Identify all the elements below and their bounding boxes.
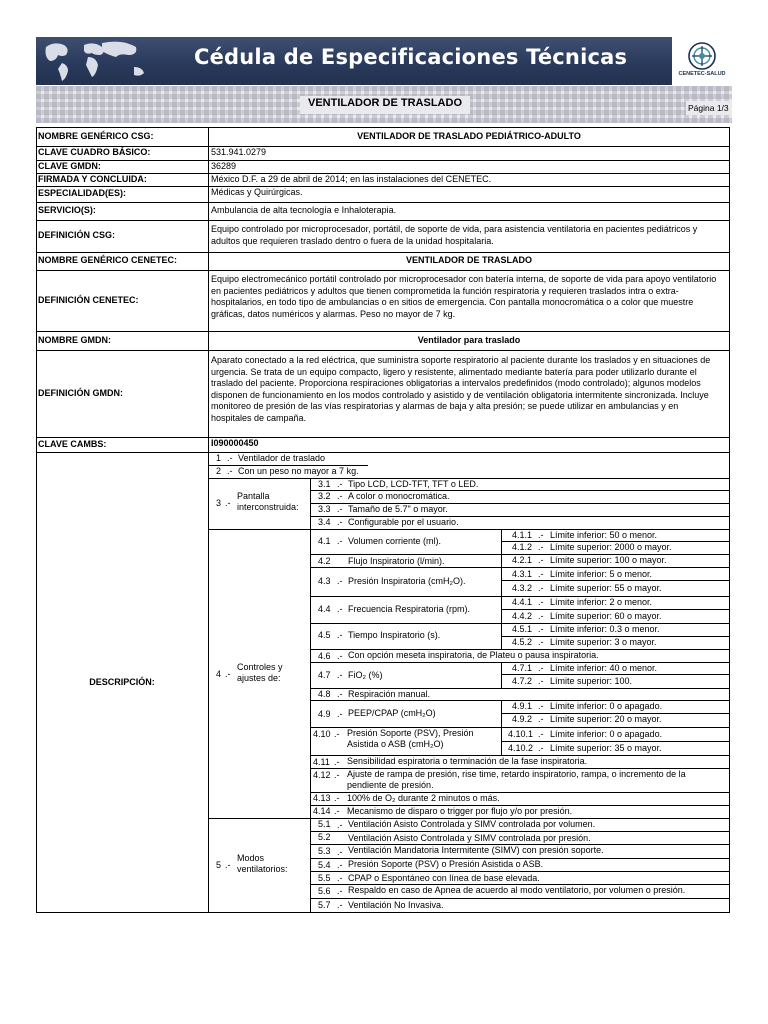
item-dash: .- <box>337 517 343 527</box>
sub-4-11-number: 4.11 <box>313 757 330 767</box>
item-dash: .- <box>337 576 343 586</box>
limit-4-4-2-number: 4.4.2 <box>512 611 533 621</box>
item-2-number: 2 <box>216 466 222 476</box>
sub-4-6-text: Con opción meseta inspiratoria, de Plateu o pausa inspiratoria. <box>348 650 599 660</box>
item-dash: .- <box>538 743 544 753</box>
sub-4-13-number: 4.13 <box>313 793 331 803</box>
item-dash: .- <box>538 530 544 540</box>
item-5-label: Modos ventilatorios: <box>237 853 288 874</box>
limit-4-1-2-text: Límite superior: 2000 o mayor. <box>550 542 672 552</box>
item-dash: .- <box>227 466 233 476</box>
sub-5-1-number: 5.1 <box>318 819 331 829</box>
value-firmada: México D.F. a 29 de abril de 2014; en las instalaciones del CENETEC. <box>211 174 492 184</box>
item-4-number: 4 <box>216 669 222 679</box>
sub-4-10-text: Presión Soporte (PSV), Presión Asistida o ASB (cmH₂O) <box>347 728 474 749</box>
sub-5-2-number: 5.2 <box>318 832 331 842</box>
item-dash: .- <box>538 663 544 673</box>
item-dash: .- <box>334 806 340 816</box>
item-dash: .- <box>538 583 544 593</box>
item-dash: .- <box>538 701 544 711</box>
item-dash: .- <box>538 542 544 552</box>
document-title: Cédula de Especificaciones Técnicas <box>194 45 628 69</box>
item-3-label: Pantalla interconstruida: <box>237 491 299 512</box>
item-dash: .- <box>334 770 340 780</box>
sub-5-2-text: Ventilación Asisto Controlada y SIMV controlada por presión. <box>348 833 591 843</box>
label-descripcion: DESCRIPCIÓN: <box>89 676 155 687</box>
sub-5-5-text: CPAP o Espontáneo con línea de base elevada. <box>348 873 540 883</box>
limit-4-10-1-text: Límite inferior: 0 o apagado. <box>550 729 663 739</box>
sub-5-4-number: 5.4 <box>318 860 331 870</box>
sub-4-5-text: Tiempo Inspiratorio (s). <box>348 630 441 640</box>
limit-4-3-1-text: Límite inferior: 5 o menor. <box>550 569 653 579</box>
sub-4-12-number: 4.12 <box>313 770 331 780</box>
limit-4-4-2-text: Límite superior: 60 o mayor. <box>550 611 662 621</box>
item-dash: .- <box>337 504 343 514</box>
item-dash: .- <box>225 860 231 870</box>
sub-4-8-text: Respiración manual. <box>348 689 431 699</box>
limit-4-5-1-number: 4.5.1 <box>512 624 533 634</box>
limit-4-4-1-text: Límite inferior: 2 o menor. <box>550 597 653 607</box>
item-dash: .- <box>337 651 343 661</box>
label-servicio: SERVICIO(S): <box>38 205 96 216</box>
limit-4-9-2-number: 4.9.2 <box>512 714 533 724</box>
limit-4-3-1-number: 4.3.1 <box>512 569 533 579</box>
sub-4-3-number: 4.3 <box>318 576 331 586</box>
limit-4-2-1-number: 4.2.1 <box>512 555 533 565</box>
sub-4-6-number: 4.6 <box>318 651 331 661</box>
item-dash: .- <box>538 569 544 579</box>
item-dash: .- <box>337 630 343 640</box>
item-dash: .- <box>225 669 231 679</box>
label-nombre-cenetec: NOMBRE GENÉRICO CENETEC: <box>38 255 178 266</box>
item-dash: .- <box>538 637 544 647</box>
item-dash: .- <box>337 886 343 896</box>
item-dash: .- <box>337 860 343 870</box>
label-nombre-gmdn: NOMBRE GMDN: <box>38 334 111 345</box>
item-dash: .- <box>227 453 233 463</box>
value-clave-cambs: I090000450 <box>211 438 259 448</box>
limit-4-3-2-text: Límite superior: 55 o mayor. <box>550 583 662 593</box>
sub-4-4-text: Frecuencia Respiratoria (rpm). <box>348 604 471 614</box>
value-definicion-csg: Equipo controlado por microprocesador, portátil, de soporte de vida, para asistencia ventilatoria en pacientes pediátricos y adultos que requieren traslado dentro o fuera de la unidad hospitalaria. <box>211 224 698 246</box>
item-dash: .- <box>538 611 544 621</box>
sub-3-3-number: 3.3 <box>318 504 331 514</box>
limit-4-9-2-text: Límite superior: 20 o mayor. <box>550 714 662 724</box>
sub-5-1-text: Ventilación Asisto Controlada y SIMV controlada por volumen. <box>348 819 596 829</box>
limit-4-5-2-number: 4.5.2 <box>512 637 533 647</box>
sub-4-2-text: Flujo Inspiratorio (l/min). <box>348 556 445 566</box>
item-dash: .- <box>337 670 343 680</box>
item-4-label: Controles y ajustes de: <box>237 662 283 683</box>
header-banner <box>36 37 732 85</box>
sub-4-4-number: 4.4 <box>318 604 331 614</box>
sub-4-14-text: Mecanismo de disparo o trigger por flujo y/o por presión. <box>347 806 573 816</box>
value-servicio: Ambulancia de alta tecnología e Inhaloterapia. <box>211 205 397 215</box>
item-dash: .- <box>538 597 544 607</box>
item-dash: .- <box>538 555 544 565</box>
label-firmada: FIRMADA Y CONCLUIDA: <box>38 173 147 184</box>
value-clave-cuadro: 531.941.0279 <box>211 147 267 157</box>
item-1-number: 1 <box>216 453 222 463</box>
sub-3-2-text: A color o monocromática. <box>348 491 450 501</box>
subtitle: VENTILADOR DE TRASLADO <box>308 97 462 109</box>
label-clave-gmdn: CLAVE GMDN: <box>38 160 101 171</box>
sub-4-8-number: 4.8 <box>318 689 331 699</box>
item-dash: .- <box>538 714 544 724</box>
sub-4-14-number: 4.14 <box>313 806 331 816</box>
item-dash: .- <box>337 689 343 699</box>
label-nombre-generico-csg: NOMBRE GENÉRICO CSG: <box>38 130 154 141</box>
item-dash: .- <box>334 729 340 739</box>
item-2-text: Con un peso no mayor a 7 kg. <box>238 466 359 476</box>
item-dash: .- <box>538 624 544 634</box>
value-especialidad: Médicas y Quirúrgicas. <box>211 187 303 197</box>
sub-3-4-number: 3.4 <box>318 517 331 527</box>
sub-5-4-text: Presión Soporte (PSV) o Presión Asistida o ASB. <box>348 859 544 869</box>
item-dash: .- <box>225 498 231 508</box>
sub-4-11-text: Sensibilidad espiratoria o terminación de la fase inspiratoria. <box>347 756 588 766</box>
limit-4-1-2-number: 4.1.2 <box>512 542 533 552</box>
limit-4-1-1-number: 4.1.1 <box>512 530 533 540</box>
sub-5-7-number: 5.7 <box>318 900 331 910</box>
item-1-text: Ventilador de traslado <box>238 453 326 463</box>
limit-4-7-2-number: 4.7.2 <box>512 676 533 686</box>
label-definicion-csg: DEFINICIÓN CSG: <box>38 230 116 241</box>
cenetec-logo <box>672 37 732 85</box>
sub-4-13-text: 100% de O₂ durante 2 minutos o más. <box>347 793 500 803</box>
value-definicion-cenetec: Equipo electromecánico portátil controlado por microprocesador con batería interna, de soporte de vida para apoyo ventilatorio en pacientes pediátricos y adultos que tienen comprometida la función respiratoria y requieren traslados intra o extra-hospitalarios, en todo tipo de ambulancias o en sitios de emergencia. Con pantalla monocromática o a color que muestre gráficas, datos numéricos y alarmas. Peso no mayor de 7 kg. <box>211 274 717 319</box>
limit-4-9-1-number: 4.9.1 <box>512 701 533 711</box>
limit-4-10-1-number: 4.10.1 <box>508 729 534 739</box>
sub-3-4-text: Configurable por el usuario. <box>348 517 459 527</box>
sub-4-9-text: PEEP/CPAP (cmH₂O) <box>348 708 436 718</box>
limit-4-7-1-text: Límite inferior: 40 o menor. <box>550 663 658 673</box>
value-nombre-gmdn: Ventilador para traslado <box>417 334 521 345</box>
sub-3-1-number: 3.1 <box>318 479 331 489</box>
limit-4-7-2-text: Límite superior: 100. <box>550 676 633 686</box>
logo-label: CENETEC-SALUD <box>678 71 726 77</box>
item-dash: .- <box>538 729 544 739</box>
limit-4-10-2-text: Límite superior: 35 o mayor. <box>550 743 662 753</box>
item-dash: .- <box>337 491 343 501</box>
label-especialidad: ESPECIALIDAD(ES): <box>38 188 127 199</box>
sub-5-3-text: Ventilación Mandatoria Intermitente (SIMV) con presión soporte. <box>348 845 604 855</box>
label-definicion-gmdn: DEFINICIÓN GMDN: <box>38 387 123 398</box>
sub-5-7-text: Ventilación No Invasiva. <box>348 900 444 910</box>
sub-5-6-text: Respaldo en caso de Apnea de acuerdo al modo ventilatorio, por volumen o presión. <box>348 885 686 895</box>
value-nombre-cenetec: VENTILADOR DE TRASLADO <box>406 255 532 266</box>
limit-4-7-1-number: 4.7.1 <box>512 663 533 673</box>
world-map-icon <box>36 37 176 85</box>
page-number: Página 1/3 <box>688 103 729 113</box>
item-dash: .- <box>538 676 544 686</box>
sub-4-2-number: 4.2 <box>318 556 331 566</box>
sub-4-5-number: 4.5 <box>318 630 331 640</box>
item-dash: .- <box>337 479 343 489</box>
sub-3-1-text: Tipo LCD, LCD-TFT, TFT o LED. <box>348 479 479 489</box>
limit-4-9-1-text: Límite inferior: 0 o apagado. <box>550 701 663 711</box>
limit-4-5-1-text: Límite inferior: 0.3 o menor. <box>550 624 660 634</box>
limit-4-4-1-number: 4.4.1 <box>512 597 533 607</box>
label-clave-cambs: CLAVE CAMBS: <box>38 438 107 449</box>
item-5-number: 5 <box>216 860 222 870</box>
item-dash: .- <box>334 757 340 767</box>
label-definicion-cenetec: DEFINICIÓN CENETEC: <box>38 294 139 305</box>
sub-5-5-number: 5.5 <box>318 873 331 883</box>
limit-4-10-2-number: 4.10.2 <box>508 743 534 753</box>
limit-4-5-2-text: Límite superior: 3 o mayor. <box>550 637 657 647</box>
value-definicion-gmdn: Aparato conectado a la red eléctrica, que suministra soporte respiratorio al paciente durante los traslados y en situaciones de urgencia. Se trata de un equipo compacto, ligero y resistente, alimentado mediante batería para poder utilizarlo durante el traslado del paciente. Proporciona respiraciones obligatorias a intervalos predefinidos (modo controlado); algunos modelos disponen de funcionamiento en los modos controlado y asistido y de ventilación obligatoria intermitente sincronizada. Incluye monitoreo de presión de las vías respiratorias y alarmas de baja y alta presión; se puede utilizar en ambulancias y en hospitales de campaña. <box>211 355 711 423</box>
item-dash: .- <box>337 873 343 883</box>
sub-4-9-number: 4.9 <box>318 709 331 719</box>
sub-4-10-number: 4.10 <box>313 729 331 739</box>
item-dash: .- <box>337 536 343 546</box>
sub-4-1-text: Volumen corriente (ml). <box>348 536 442 546</box>
item-3-number: 3 <box>216 498 222 508</box>
limit-4-2-1-text: Límite superior: 100 o mayor. <box>550 555 667 565</box>
sub-5-6-number: 5.6 <box>318 886 331 896</box>
sub-3-3-text: Tamaño de 5.7" o mayor. <box>348 504 448 514</box>
sub-4-7-text: FiO₂ (%) <box>348 670 383 680</box>
item-dash: .- <box>337 900 343 910</box>
sub-5-3-number: 5.3 <box>318 846 331 856</box>
value-nombre-generico-csg: VENTILADOR DE TRASLADO PEDIÁTRICO-ADULTO <box>357 130 581 141</box>
sub-4-7-number: 4.7 <box>318 670 331 680</box>
sub-4-1-number: 4.1 <box>318 536 331 546</box>
item-dash: .- <box>337 847 343 857</box>
item-dash: .- <box>337 709 343 719</box>
sub-4-3-text: Presión Inspiratoria (cmH₂O). <box>348 576 466 586</box>
sub-3-2-number: 3.2 <box>318 491 331 501</box>
label-clave-cuadro: CLAVE CUADRO BÁSICO: <box>38 147 151 158</box>
sub-4-12-text: Ajuste de rampa de presión, rise time, retardo inspiratorio, rampa, o incremento de la pendiente de presión. <box>347 769 686 790</box>
item-dash: .- <box>334 793 340 803</box>
limit-4-3-2-number: 4.3.2 <box>512 583 533 593</box>
cenetec-emblem-icon <box>686 41 718 71</box>
item-dash: .- <box>337 820 343 830</box>
item-dash: .- <box>337 604 343 614</box>
limit-4-1-1-text: Límite inferior: 50 o menor. <box>550 530 658 540</box>
value-clave-gmdn: 36289 <box>211 161 237 171</box>
